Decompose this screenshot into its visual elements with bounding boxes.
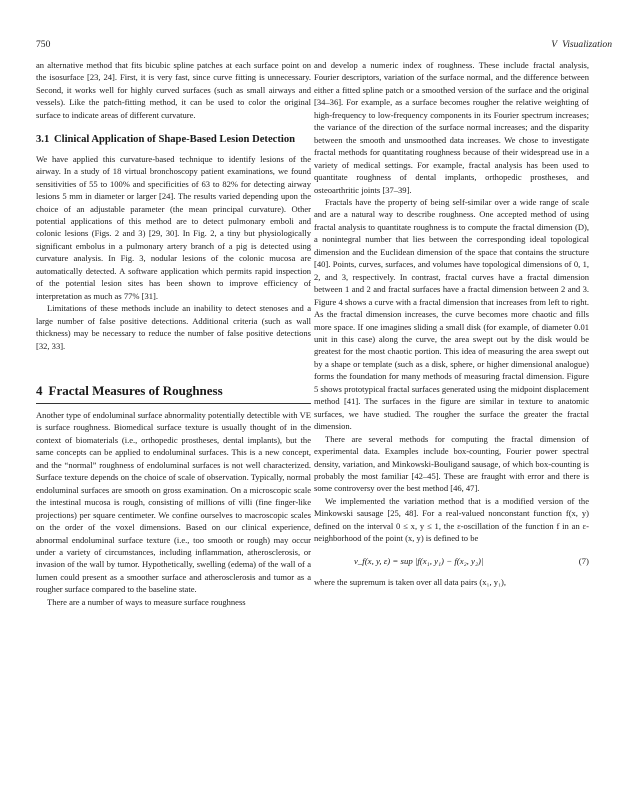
paragraph: where the supremum is taken over all data pairs (x₁, y₁), bbox=[314, 577, 507, 588]
page-number: 750 bbox=[36, 39, 51, 50]
equation-number: (7) bbox=[578, 555, 589, 566]
paragraph: There are several methods for computing the fractal dimension of experimental data. Examples include box-counting, Fourier power spectral density, variation, and Minkowski-Bouligand sausage, of which box-counting is probably the most familiar [42–45]. These are fraught with error and there is some controversy over the best method [46, 47]. bbox=[314, 433, 589, 494]
section-heading bbox=[36, 383, 311, 404]
subsection-number: 3.1 bbox=[36, 134, 50, 146]
section-number: 4 bbox=[36, 383, 43, 399]
paragraph: We have applied this curvature-based technique to identify lesions of the airway. In a study of 18 virtual bronchoscopy patient examinations, we found sensitivities of 55 to 100% and specificities of 63 to 82% for detecting airway lesions 5 mm in diameter or larger [24]. The results varied depending upon the choice of an adjustable parameter (the mean principal curvature). Other potential applications of this method are to detect pulmonary emboli and colonic lesions (Figs. 2 and 3) [29, 30]. In Fig. 2, a tiny but physiologically significant embolus in a pulmonary artery branch of a pig is detected using curvature analysis. In Fig. 3, nodular lesions of the colonic mucosa are automatically detected. A software application which permits rapid inspection of the potential lesion sites has been shown to improve efficiency of interpretation as much as 77% [31]. bbox=[36, 153, 311, 301]
paragraph: There are a number of ways to measure surface roughness bbox=[47, 596, 246, 607]
paragraph: Limitations of these methods include an inability to detect stenoses and a large number of false positive detections. Additional criteria (such as wall thickness) may be necessary to reduce the number of false positive detections [32, 33]. bbox=[36, 303, 311, 351]
section-title: Fractal Measures of Roughness bbox=[48, 383, 223, 399]
equation bbox=[314, 555, 589, 567]
paragraph: We implemented the variation method that is a modified version of the Minkowski sausage [25, 48]. For a real-valued nonconstant function f(x, y) defined on the interval 0 ≤ x, y ≤ 1, the ε-oscillation of the function f in an ε-neighborhood of the point (x, y) is defined to be bbox=[314, 495, 589, 544]
subsection-title: Clinical Application of Shape-Based Lesion Detection bbox=[54, 134, 296, 146]
part-number: V bbox=[551, 39, 558, 50]
subsection-heading bbox=[36, 133, 311, 147]
paragraph: and develop a numeric index of roughness. These include fractal analysis, Fourier descriptors, variation of the surface normal, and the difference between either a fitted spline patch or a smoothed version of the surface and the original [34–36]. For example, as a surface becomes rougher the relative weighting of high-frequency to low-frequency components in its Fourier spectrum increases; the variance of the direction of the surface normal increases; and the disparity between the smooth and unsmoothed data increases. We chose to investigate fractal methods for quantitating roughness because of their widespread use in a variety of medical settings. For example, fractal analysis has been used to quantitate roughness of dental implants, orthopedic prostheses, and osteoarthritic joints [37–39]. bbox=[314, 60, 589, 195]
right-column bbox=[314, 59, 589, 589]
part-title-text: Visualization bbox=[562, 39, 612, 50]
paragraph: Fractals have the property of being self-similar over a wide range of scale and are a natural way to describe roughness. One accepted method of using fractal analysis to quantitate roughness is to compute the fractal dimension (D), a nonintegral number that lies between the corresponding ideal topological dimension and the Euclidean dimension of the space that contains the structure [40]. Points, curves, surfaces, and volumes have topological dimensions of 0, 1, 2, and 3, respectively. In contrast, fractal curves have a fractal dimension between 1 and 2 and fractal surfaces have a fractal dimension between 2 and 3. Figure 4 shows a curve with a fractal dimension that increases from left to right. As the fractal dimension increases, the curve becomes more chaotic and fills more space. If one imagines sliding a small disk (for example, of diameter 0.01 unit in this case) along the curve, the area swept out by the disk would be greatest for the most chaotic portion. This idea of measuring the area swept out by a shape or template (such as a disk, sphere, or higher dimensional analogue) forms the foundation for many methods of measuring fractal dimension. Figure 5 shows prototypical fractal surfaces generated using the midpoint displacement method [41]. The surfaces in the figure are similar in texture to anatomic surfaces, we have studied. The rougher the surface the greater the fractal dimension. bbox=[314, 196, 589, 432]
running-head bbox=[36, 39, 612, 51]
left-column bbox=[36, 59, 311, 608]
equation-formula: v_f(x, y, ε) = sup |f(x₁, y₁) − f(x₂, y₂)| bbox=[354, 555, 484, 566]
paragraph: an alternative method that fits bicubic spline patches at each surface point on the isosurface [23, 24]. First, it is very fast, since curve fitting is unnecessary. Second, it works well for highly curved surfaces (such as small airways and vessels). Like the patch-fitting method, it can be used to color the original surface to indicate areas of different curvature. bbox=[36, 60, 311, 120]
paragraph: Another type of endoluminal surface abnormality potentially detectible with VE is surface roughness. Biomedical surface texture is usually thought of in the context of biomaterials (i.e., orthopedic prostheses, dental implants), but the same concepts can be applied to endoluminal surfaces. This is a new concept, and the “normal” roughness of endoluminal surfaces is not well characterized. Surface texture depends on the choice of scale of observation. Typically, normal endoluminal surfaces are smooth on gross examination. On a microscopic scale the intestinal mucosa is rough, consisting of millions of villi (fine finger-like projections) per square centimeter. We confine ourselves to macroscopic scales on the order of the voxel dimensions. Based on our clinical experience, abnormal endoluminal surface texture (i.e., too smooth or rough) may occur under a variety of circumstances, including inflammation, atherosclerosis, or invasion of the wall by tumor. Hypothetically, swelling (edema) of the wall of a lumen could present as a smoother surface and atherosclerosis and tumor as a rougher surface compared to the baseline state. bbox=[36, 410, 311, 595]
part-title bbox=[551, 39, 612, 50]
